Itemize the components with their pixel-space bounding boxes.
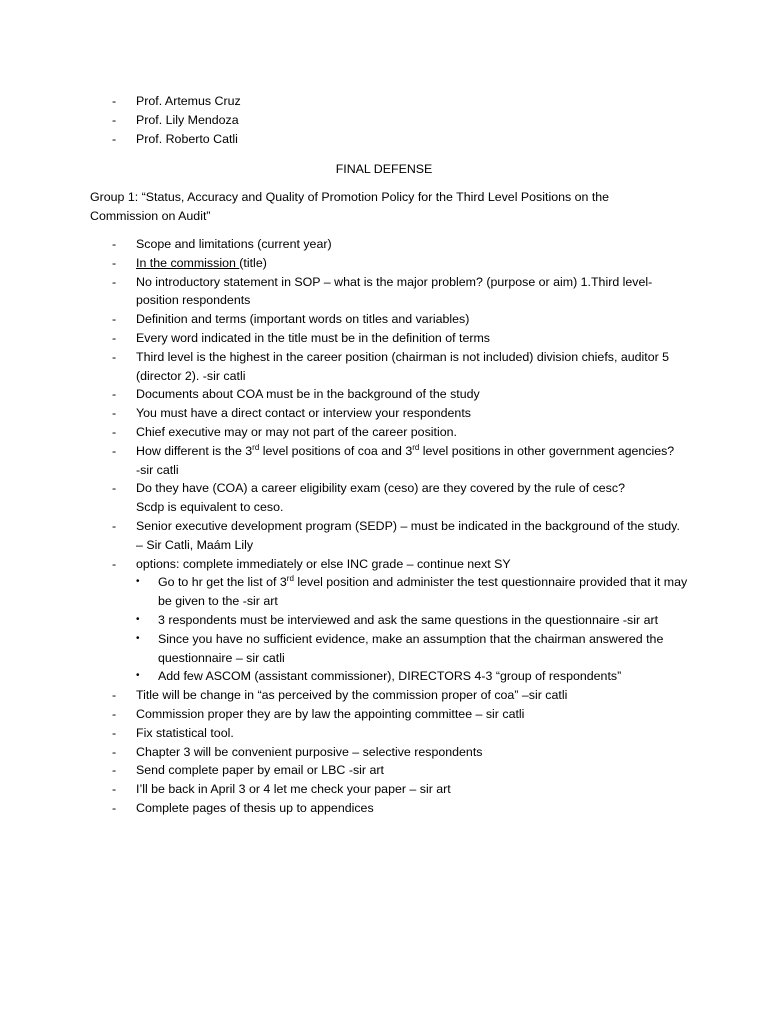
list-item [112,273,688,311]
dash-marker: - [112,330,117,345]
bullet-marker: • [136,632,140,644]
note-text: Add few ASCOM (assistant commissioner), DIRECTORS 4-3 “group of respondents” [158,669,622,684]
list-item [112,404,688,423]
note-text: Scope and limitations (current year) [136,237,332,251]
note-text: Fix statistical tool. [136,725,234,740]
list-item [112,517,688,555]
bullet-marker: • [136,613,140,625]
note-text: You must have a direct contact or interview your respondents [136,406,471,421]
professor-name: Prof. Artemus Cruz [136,94,241,108]
dash-marker: - [112,744,117,759]
dash-marker: - [112,274,117,289]
note-text-part: level positions of coa and 3 [259,443,413,458]
list-item [112,479,688,517]
sub-list-item [136,573,688,611]
note-text-part: Go to hr get the list of 3 [158,575,287,590]
superscript: rd [252,442,260,452]
superscript: rd [286,574,294,584]
group-heading: Group 1: “Status, Accuracy and Quality of Promotion Policy for the Third Level Positions on the Commission on Audit” [90,190,610,223]
note-text-part: How different is the 3 [136,443,253,458]
dash-marker: - [112,725,117,740]
list-item [112,686,688,705]
note-text: Third level is the highest in the career position (chairman is not included) division chiefs, auditor 5 (director 2). -sir catli [136,349,670,383]
dash-marker: - [112,706,117,721]
list-item [112,92,681,111]
list-item [112,111,681,130]
note-text-part: level positions in other government agencies? -sir catli [136,443,675,477]
bullet-marker: • [136,670,140,682]
note-text [158,573,688,611]
dash-marker: - [112,556,117,571]
dash-marker: - [112,763,117,778]
list-item [112,348,688,386]
dash-marker: - [112,94,117,108]
list-item [112,724,688,743]
note-text-part: level position and administer the test questionnaire provided that it may be given to the -sir art [158,575,688,609]
list-item [112,329,688,348]
dash-marker: - [112,688,117,703]
dash-marker: - [112,406,117,421]
dash-marker: - [112,131,117,146]
notes-list [112,235,688,818]
note-text: Commission proper they are by law the appointing committee – sir catli [136,706,525,721]
note-text-line: Scdp is equivalent to ceso. [136,500,284,515]
dash-marker: - [112,255,117,270]
list-item [112,130,681,149]
superscript: rd [412,442,420,452]
dash-marker: - [112,112,117,127]
sub-list-item [136,667,688,686]
page-title: FINAL DEFENSE [335,162,433,176]
underlined-text: In the commission [136,255,240,270]
note-text: Since you have no sufficient evidence, make an assumption that the chairman answered the questionnaire – sir catli [158,631,664,665]
note-text: Senior executive development program (SEDP) – must be indicated in the background of the study. – Sir Catli, Maám Lily [136,518,680,552]
list-item [112,442,688,480]
note-text: Title will be change in “as perceived by the commission proper of coa” –sir catli [136,688,568,703]
note-text: Send complete paper by email or LBC -sir art [136,763,384,778]
professor-list [112,92,681,148]
list-item [112,555,688,574]
dash-marker: - [112,518,117,533]
professor-name: Prof. Roberto Catli [136,131,238,146]
note-text [136,442,681,480]
list-item [112,705,688,724]
note-text: Chapter 3 will be convenient purposive – selective respondents [136,744,483,759]
list-item [112,385,688,404]
dash-marker: - [112,443,117,458]
list-item [112,423,688,442]
dash-marker: - [112,387,117,402]
dash-marker: - [112,237,117,251]
note-text: Chief executive may or may not part of the career position. [136,424,457,439]
list-item [112,743,688,762]
note-text: Every word indicated in the title must be in the definition of terms [136,330,490,345]
dash-marker: - [112,424,117,439]
dash-marker: - [112,349,117,364]
bullet-marker: • [136,576,140,588]
note-text-line: Do they have (COA) a career eligibility exam (ceso) are they covered by the rule of cesc? [136,481,625,496]
note-text: 3 respondents must be interviewed and ask the same questions in the questionnaire -sir art [158,612,659,627]
professor-name: Prof. Lily Mendoza [136,112,239,127]
note-text-rest: (title) [239,255,267,270]
list-item [112,310,688,329]
list-item [112,235,688,254]
list-item [112,799,688,818]
note-text: I’ll be back in April 3 or 4 let me check your paper – sir art [136,782,451,797]
dash-marker: - [112,782,117,797]
note-text [136,254,681,273]
dash-marker: - [112,312,117,327]
sub-list-item [136,611,688,630]
note-text: Definition and terms (important words on titles and variables) [136,312,470,327]
note-text: Complete pages of thesis up to appendices [136,800,374,815]
dash-marker: - [112,481,117,496]
list-item [112,780,688,799]
note-text: No introductory statement in SOP – what is the major problem? (purpose or aim) 1.Third level-position respondents [136,274,653,308]
list-item [112,254,688,273]
sub-list-item [136,630,688,668]
list-item [112,761,688,780]
note-text: options: complete immediately or else INC grade – continue next SY [136,556,511,571]
note-text [136,479,681,517]
note-text: Documents about COA must be in the background of the study [136,387,480,402]
dash-marker: - [112,800,117,815]
